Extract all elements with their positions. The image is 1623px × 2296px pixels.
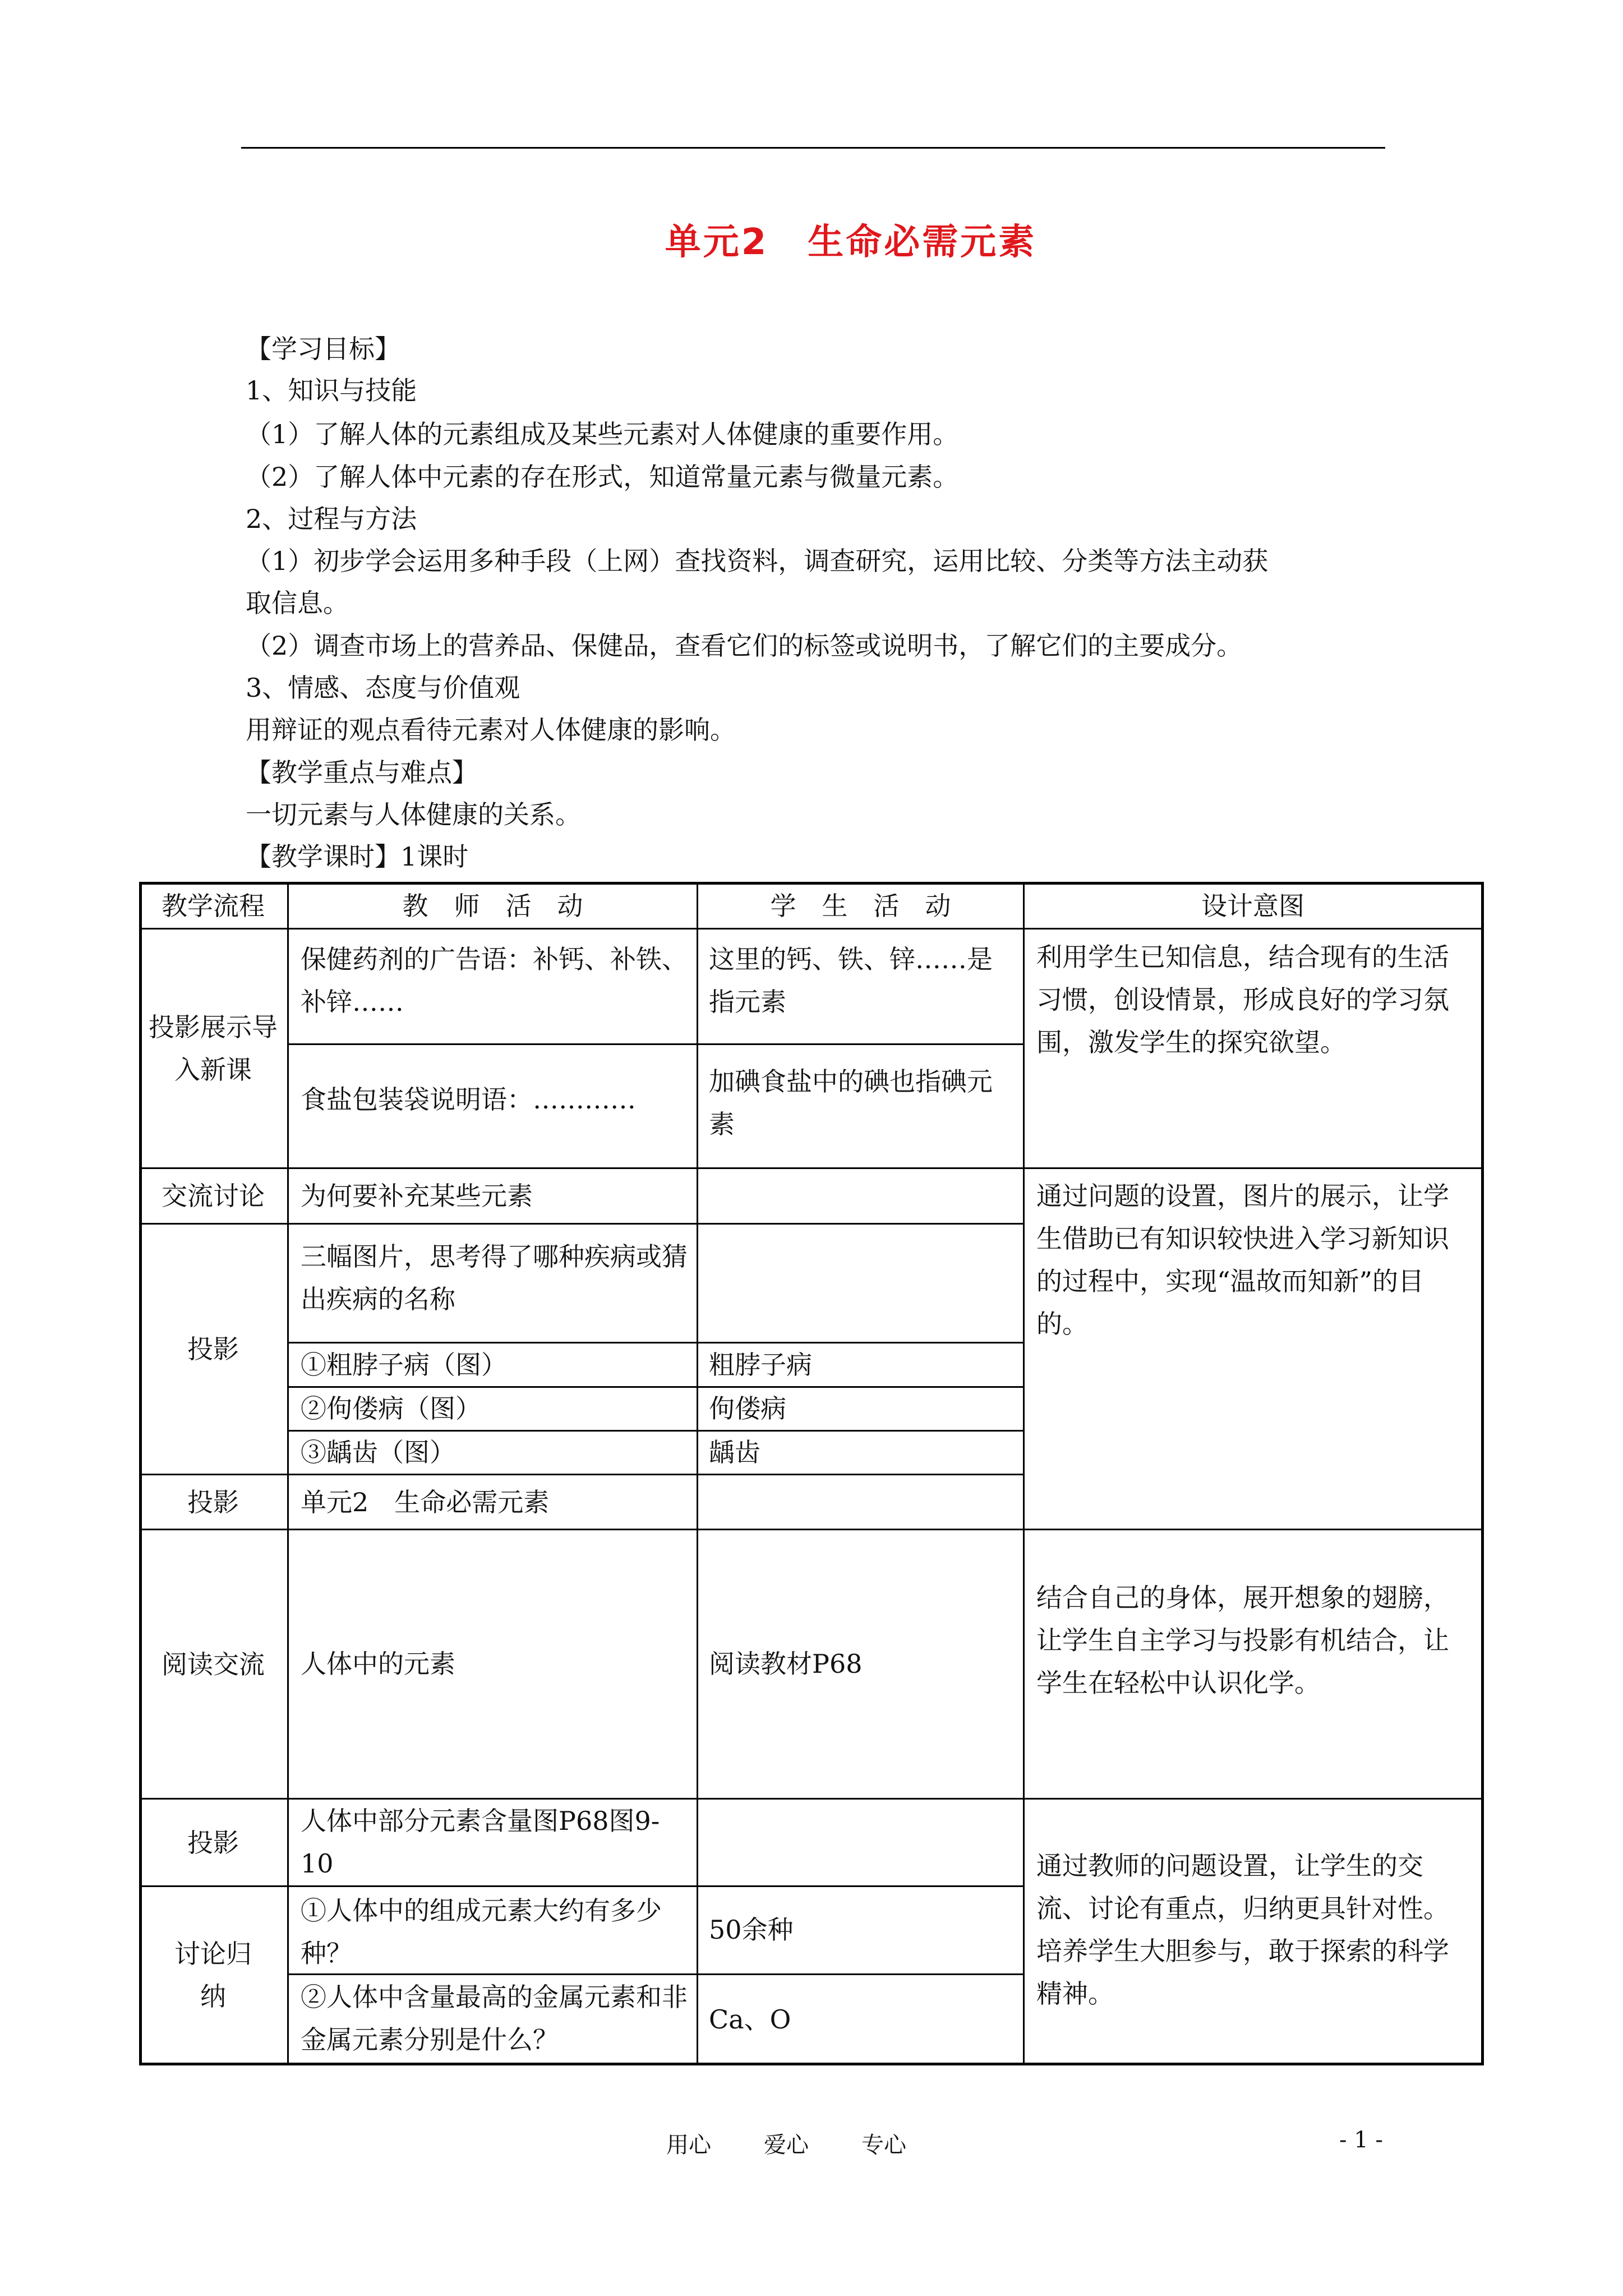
teacher-salt: 食盐包装袋说明语：………… (301, 1084, 636, 1115)
key-text: 一切元素与人体健康的关系。 (246, 799, 581, 830)
objective-2-2: （2）调查市场上的营养品、保健品，查看它们的标签或说明书，了解它们的主要成分。 (246, 631, 1243, 661)
teacher-question-2: ②人体中含量最高的金属元素和非金属元素分别是什么？ (301, 1982, 688, 2055)
intent-5: 结合自己的身体，展开想象的翅膀，让学生自主学习与投影有机结合，让学生在轻松中认识化学。 (1036, 1582, 1449, 1698)
intent-2: 通过问题的设置，图片的展示，让学生借助已有知识较快进入学习新知识的过程中，实现“温故而知新”的目的。 (1036, 1181, 1449, 1339)
header-intent: 设计意图 (1201, 890, 1304, 921)
footer-motto-3: 专心 (861, 2132, 906, 2158)
header-rule (241, 147, 1385, 149)
student-rickets: 佝偻病 (709, 1393, 786, 1424)
intent-7: 通过教师的问题设置，让学生的交流、讨论有重点，归纳更具针对性。培养学生大胆参与，敢于探索的科学精神。 (1036, 1851, 1449, 2009)
header-flow: 教学流程 (162, 890, 265, 921)
teacher-images: 三幅图片，思考得了哪种疾病或猜出疾病的名称 (301, 1241, 688, 1314)
intent-1: 利用学生已知信息，结合现有的生活习惯，创设情景，形成良好的学习氛围，激发学生的探究欲望。 (1036, 942, 1449, 1057)
page-title (0, 213, 1623, 265)
period: 【教学课时】1课时 (246, 841, 469, 872)
flow-intro: 投影展示导入新课 (149, 1012, 278, 1085)
flow-projection-1: 投影 (187, 1334, 239, 1364)
teacher-caries: ③龋齿（图） (301, 1437, 455, 1467)
section-2: 2、过程与方法 (246, 504, 417, 534)
student-answer-1: 50余种 (709, 1915, 794, 1945)
title-topic: 生命必需元素 (808, 222, 1037, 263)
flow-reading: 阅读交流 (162, 1649, 265, 1680)
teacher-question-1: ①人体中的组成元素大约有多少种？ (301, 1895, 662, 1968)
teacher-ad: 保健药剂的广告语：补钙、补铁、补锌…… (301, 944, 688, 1017)
student-answer-2: Ca、O (709, 2004, 791, 2035)
header-student: 学 生 活 动 (770, 890, 951, 921)
student-read-textbook: 阅读教材P68 (709, 1649, 863, 1679)
teacher-content-chart: 人体中部分元素含量图P68图9-10 (301, 1806, 660, 1879)
teacher-why: 为何要补充某些元素 (301, 1181, 533, 1211)
student-iodine: 加碘食盐中的碘也指碘元素 (709, 1066, 993, 1139)
flow-projection-3: 投影 (187, 1827, 239, 1858)
objective-1-2: （2）了解人体中元素的存在形式，知道常量元素与微量元素。 (246, 462, 959, 492)
student-caries: 龋齿 (709, 1437, 760, 1467)
title-unit: 单元2 (665, 222, 769, 263)
teacher-rickets: ②佝偻病（图） (301, 1393, 481, 1424)
teacher-goiter: ①粗脖子病（图） (301, 1350, 507, 1380)
section-3: 3、情感、态度与价值观 (246, 673, 520, 703)
flow-projection-2: 投影 (187, 1487, 239, 1517)
lesson-table (139, 882, 1484, 2065)
teacher-unit-title: 单元2 生命必需元素 (301, 1487, 550, 1517)
page-number: - 1 - (1339, 2127, 1383, 2153)
footer-motto-2: 爱心 (764, 2132, 809, 2158)
objectives-heading: 【学习目标】 (246, 334, 400, 364)
student-elements: 这里的钙、铁、锌……是指元素 (709, 944, 993, 1017)
section-1: 1、知识与技能 (246, 375, 417, 406)
objective-1-1: （1）了解人体的元素组成及某些元素对人体健康的重要作用。 (246, 419, 959, 449)
objective-2-1b: 取信息。 (246, 588, 349, 618)
header-teacher: 教 师 活 动 (402, 890, 583, 921)
student-goiter: 粗脖子病 (709, 1350, 812, 1380)
flow-summary: 讨论归纳 (174, 1938, 252, 2012)
teacher-body-elements: 人体中的元素 (301, 1649, 455, 1679)
footer-motto-1: 用心 (666, 2132, 711, 2158)
objective-3-1: 用辩证的观点看待元素对人体健康的影响。 (246, 715, 736, 745)
flow-discuss: 交流讨论 (162, 1181, 265, 1211)
objective-2-1a: （1）初步学会运用多种手段（上网）查找资料，调查研究，运用比较、分类等方法主动获 (246, 546, 1269, 576)
key-heading: 【教学重点与难点】 (246, 757, 478, 788)
